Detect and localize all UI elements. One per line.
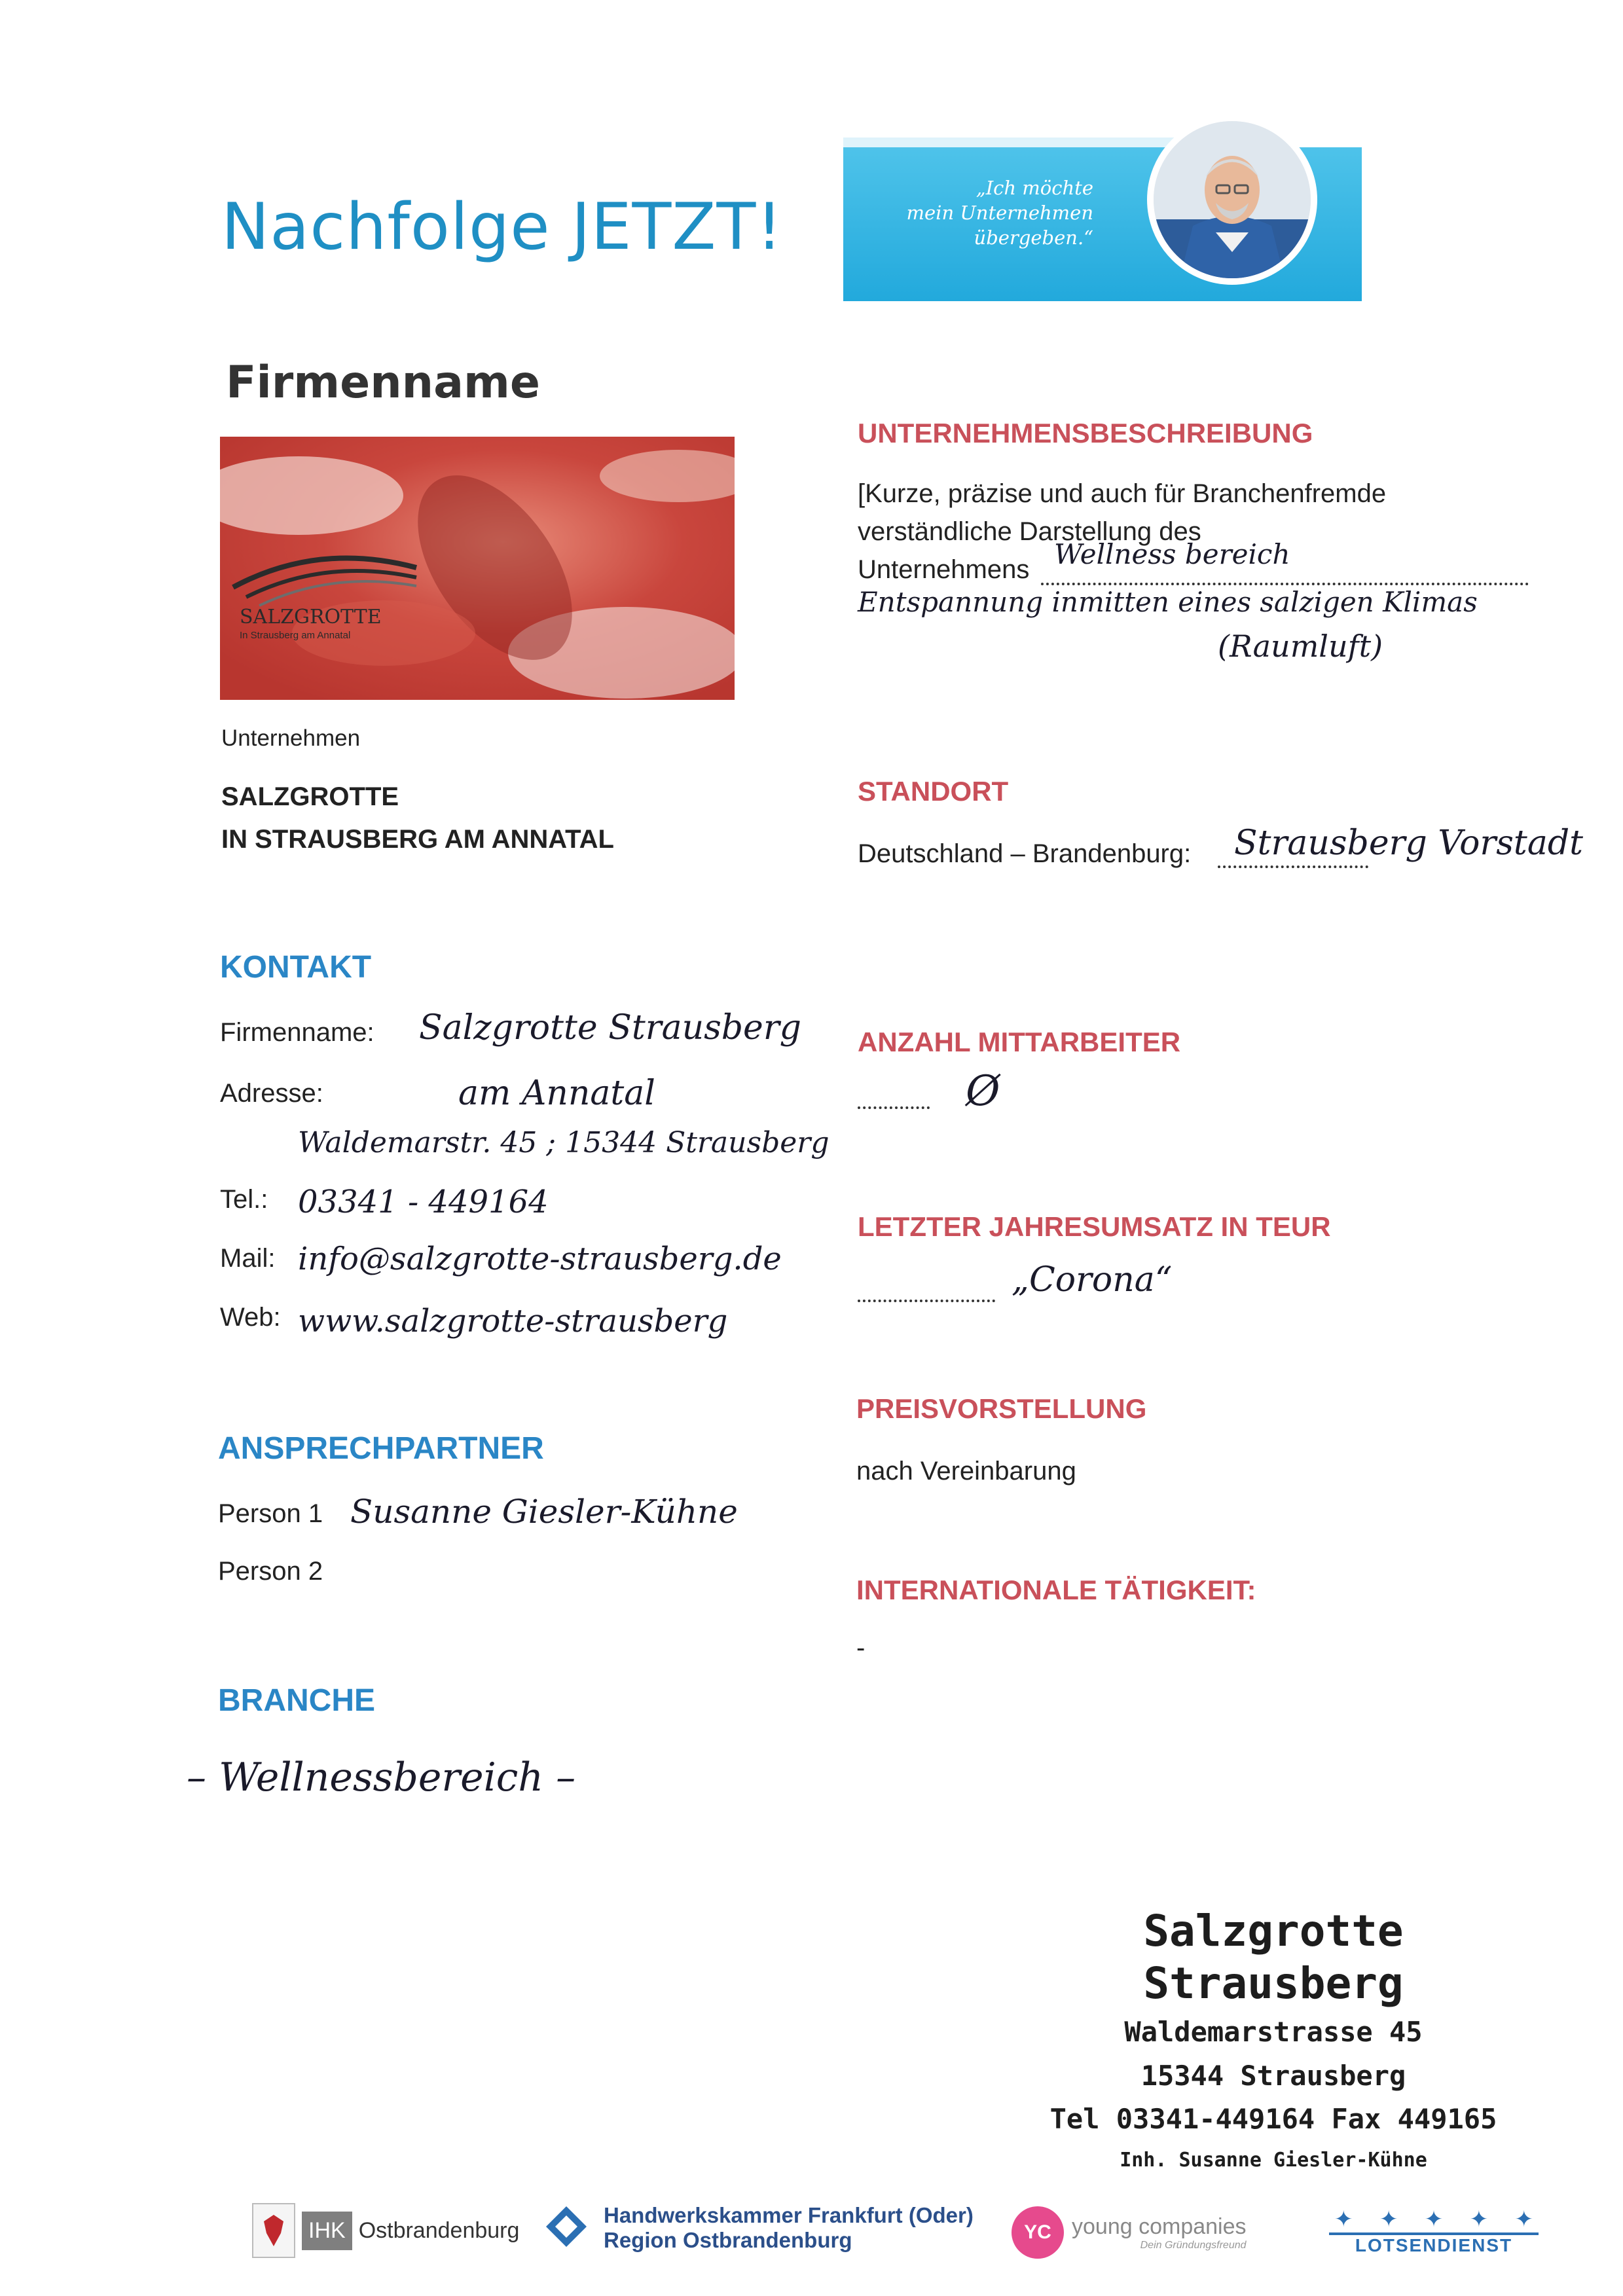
hwk-icon (543, 2204, 589, 2253)
firmenname-label: Firmenname: (220, 1018, 374, 1047)
hwk-logo (543, 2203, 974, 2253)
young-companies-logo (1012, 2206, 1247, 2259)
quote-line-1: „Ich möchte (976, 177, 1093, 199)
stamp-street: Waldemarstrasse 45 (1124, 2016, 1423, 2048)
adresse-label: Adresse: (220, 1079, 323, 1108)
banner-quote (884, 175, 1093, 250)
web-label: Web: (220, 1303, 281, 1332)
beschreibung-hand1: Wellness bereich (1054, 538, 1290, 570)
umsatz-heading: LETZTER JAHRESUMSATZ IN TEUR (858, 1211, 1331, 1242)
hwk-line1: Handwerkskammer Frankfurt (Oder) (604, 2203, 974, 2227)
lotsendienst-logo (1329, 2206, 1539, 2256)
firmenname-heading: Firmenname (226, 357, 540, 409)
yc-subtext: Dein Gründungsfreund (1140, 2239, 1247, 2251)
salzgrotte-logo-image (220, 437, 735, 700)
beschreibung-dotted-line (1041, 583, 1529, 585)
umsatz-dotted-line (858, 1300, 995, 1302)
logo-subtext: In Strausberg am Annatal (240, 630, 351, 641)
beschreibung-hand2: Entspannung inmitten eines salzigen Klimas (858, 586, 1478, 618)
mitarbeiter-dotted-line (858, 1106, 930, 1109)
preis-heading: PREISVORSTELLUNG (856, 1393, 1147, 1424)
lotsendienst-text: LOTSENDIENST (1329, 2232, 1539, 2256)
quote-line-3: übergeben.“ (974, 227, 1093, 249)
ihk-text: Ostbrandenburg (358, 2217, 520, 2243)
person1-label: Person 1 (218, 1499, 323, 1528)
stamp-city: 15344 Strausberg (1140, 2060, 1406, 2092)
figure-icon: ✦ (1469, 2207, 1489, 2232)
international-value: - (856, 1633, 866, 1662)
company-name-line2: IN STRAUSBERG AM ANNATAL (221, 825, 614, 854)
branche-heading: BRANCHE (218, 1683, 375, 1718)
adresse-value-1: am Annatal (458, 1074, 655, 1113)
standort-label: Deutschland – Brandenburg: (858, 839, 1192, 868)
mitarbeiter-value: Ø (966, 1067, 1000, 1116)
logo-text: SALZGROTTE (240, 606, 382, 629)
standort-heading: STANDORT (858, 776, 1009, 807)
mitarbeiter-heading: ANZAHL MITTARBEITER (858, 1027, 1181, 1057)
person2-label: Person 2 (218, 1557, 323, 1586)
figure-icon: ✦ (1334, 2207, 1353, 2232)
brandenburg-eagle-icon (252, 2203, 295, 2258)
portrait-photo (1147, 115, 1317, 285)
quote-line-2: mein Unternehmen (906, 202, 1093, 224)
ihk-badge: IHK (302, 2212, 352, 2250)
firmenname-value: Salzgrotte Strausberg (419, 1008, 801, 1048)
adresse-value-2: Waldemarstr. 45 ; 15344 Strausberg (298, 1126, 830, 1159)
tel-value: 03341 - 449164 (298, 1184, 549, 1220)
kontakt-heading: KONTAKT (220, 950, 372, 985)
company-name-line1: SALZGROTTE (221, 782, 399, 811)
figure-icon: ✦ (1514, 2207, 1533, 2232)
yc-badge: YC (1012, 2206, 1064, 2259)
beschreibung-line2: verständliche Darstellung des (858, 517, 1201, 546)
unternehmen-label: Unternehmen (221, 725, 361, 751)
preis-value: nach Vereinbarung (856, 1457, 1076, 1485)
mail-value: info@salzgrotte-strausberg.de (298, 1241, 782, 1277)
standort-dotted-line (1218, 866, 1368, 868)
web-value: www.salzgrotte-strausberg (298, 1303, 728, 1339)
yc-text: young companies (1072, 2214, 1247, 2239)
standort-value: Strausberg Vorstadt (1234, 824, 1583, 863)
hwk-line2: Region Ostbrandenburg (604, 2228, 852, 2252)
stamp-phone: Tel 03341-449164 Fax 449165 (1049, 2103, 1497, 2135)
beschreibung-line1: [Kurze, präzise und auch für Branchenfremde (858, 479, 1387, 508)
ansprechpartner-heading: ANSPRECHPARTNER (218, 1431, 544, 1466)
stamp-name: Salzgrotte Strausberg (1143, 1906, 1404, 2009)
person1-value: Susanne Giesler-Kühne (350, 1493, 738, 1531)
mail-label: Mail: (220, 1244, 276, 1273)
branche-value: – Wellnessbereich – (187, 1755, 576, 1800)
company-stamp (1002, 1905, 1545, 2180)
umsatz-value: „Corona“ (1012, 1260, 1173, 1300)
lotsendienst-figures (1329, 2206, 1539, 2232)
tel-label: Tel.: (220, 1185, 268, 1214)
page-title: Nachfolge JETZT! (221, 190, 783, 264)
figure-icon: ✦ (1379, 2207, 1398, 2232)
figure-icon: ✦ (1424, 2207, 1444, 2232)
beschreibung-heading: UNTERNEHMENSBESCHREIBUNG (858, 418, 1313, 448)
ihk-logo (252, 2203, 519, 2258)
beschreibung-line3: Unternehmens (858, 555, 1030, 584)
beschreibung-hand3: (Raumluft) (1218, 629, 1383, 664)
international-heading: INTERNATIONALE TÄTIGKEIT: (856, 1575, 1256, 1605)
stamp-owner: Inh. Susanne Giesler-Kühne (1120, 2149, 1427, 2172)
